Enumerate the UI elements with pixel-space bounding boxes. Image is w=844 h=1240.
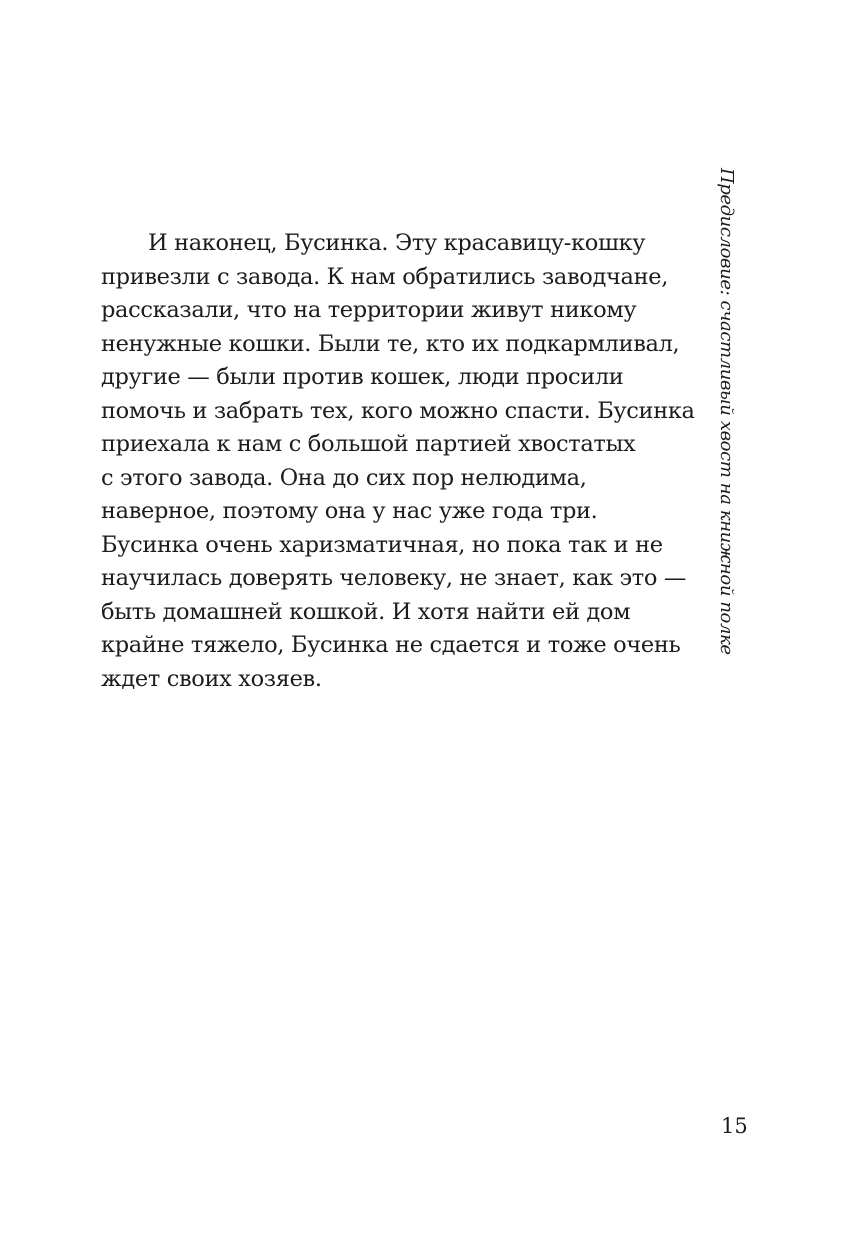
paragraph-line: наверное, поэтому она у нас уже года три. bbox=[101, 498, 598, 524]
paragraph-line: ждет своих хозяев. bbox=[101, 665, 322, 692]
page-number: 15 bbox=[721, 1114, 748, 1138]
paragraph-line: Бусинка очень харизматичная, но пока так и не bbox=[101, 531, 663, 558]
paragraph-line: быть домашней кошкой. И хотя найти ей дом bbox=[101, 598, 631, 625]
paragraph-line: привезли с завода. К нам обратились заводчане, bbox=[101, 263, 668, 290]
paragraph-line: рассказали, что на территории живут никому bbox=[101, 297, 637, 323]
paragraph-line: другие — были против кошек, люди просили bbox=[101, 364, 624, 390]
body-paragraph bbox=[101, 227, 701, 696]
paragraph-line: научилась доверять человеку, не знает, как это — bbox=[101, 565, 687, 591]
paragraph-line: ненужные кошки. Были те, кто их подкармливал, bbox=[101, 330, 680, 357]
paragraph-line: приехала к нам с большой партией хвостатых bbox=[101, 431, 636, 457]
paragraph-line: И наконец, Бусинка. Эту красавицу-кошку bbox=[148, 230, 646, 256]
paragraph-line: с этого завода. Она до сих пор нелюдима, bbox=[101, 464, 587, 491]
paragraph-line: крайне тяжело, Бусинка не сдается и тоже очень bbox=[101, 632, 681, 658]
running-head: Предисловие: счастливый хвост на книжной полке bbox=[716, 168, 737, 655]
paragraph-line: помочь и забрать тех, кого можно спасти. Бусинка bbox=[101, 397, 695, 424]
